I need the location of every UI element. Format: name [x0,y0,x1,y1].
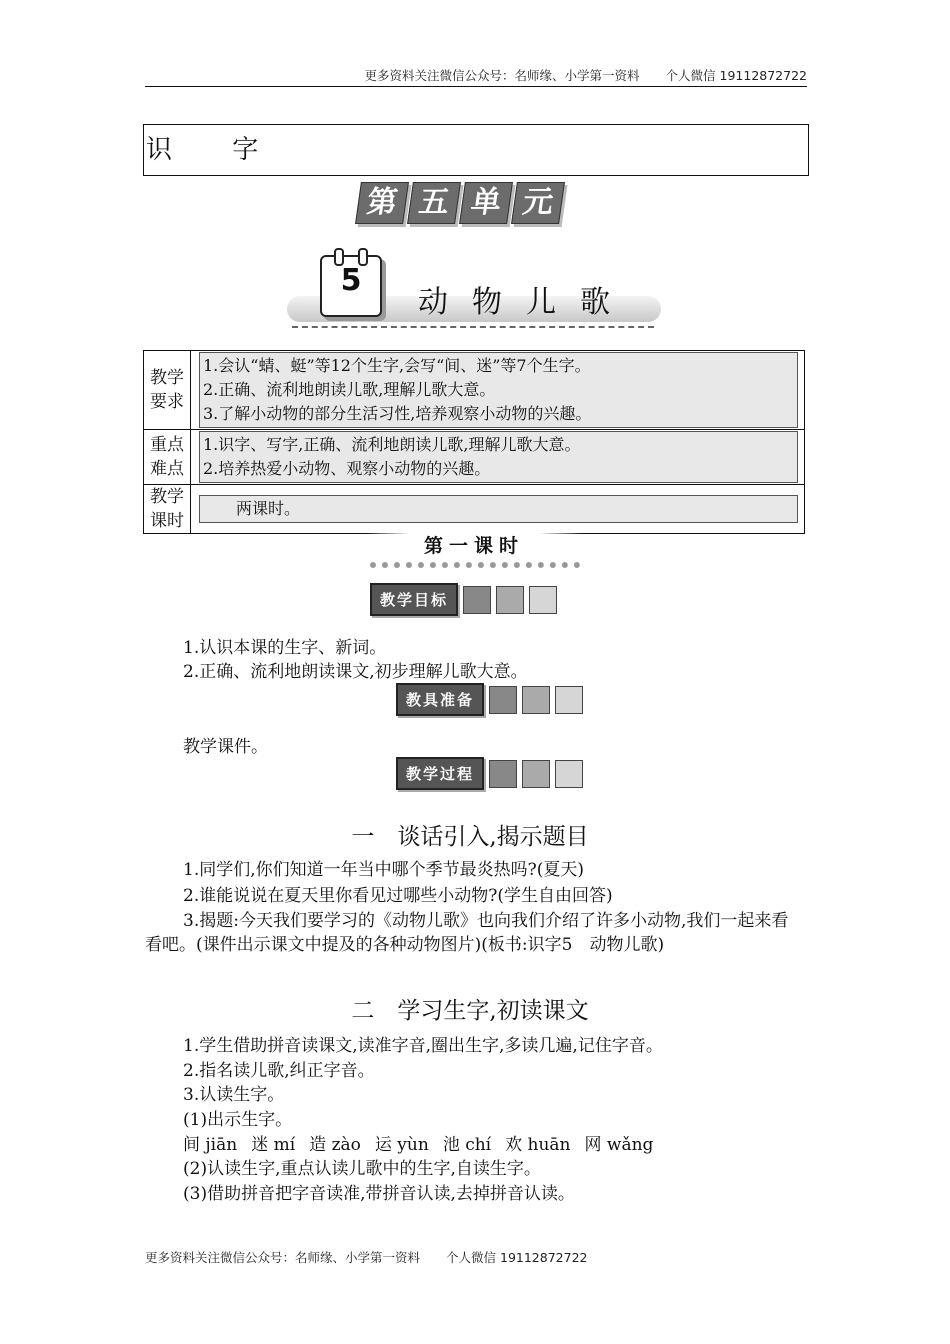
row-content [191,485,805,534]
list-item: 2.培养热爱小动物、观察小动物的兴趣。 [203,459,491,478]
calendar-icon [320,255,382,317]
pinyin-item: 迷 mí [251,1135,296,1155]
pinyin-list [183,1133,667,1157]
unit-char: 五 [407,182,461,224]
period-divider [370,562,580,568]
square-icon [489,760,517,788]
square-icon [489,686,517,714]
list-item: 1.识字、写字,正确、流利地朗读儿歌,理解儿歌大意。 [203,435,581,454]
header-wechat: 个人微信 19112872722 [665,68,807,83]
square-icon [555,686,583,714]
page-footer [145,1248,587,1266]
part2-item: 2.指名读儿歌,纠正字音。 [183,1061,375,1081]
square-icon [522,760,550,788]
square-icon [522,686,550,714]
prep-text: 教学课件。 [183,737,268,757]
goal-tag [370,583,557,616]
row-label: 重点难点 [144,430,191,485]
square-icon [529,586,557,614]
pinyin-item: 网 wǎng [584,1135,654,1155]
row-label: 教学课时 [144,485,191,534]
unit-banner [358,182,566,224]
unit-char: 单 [459,182,513,224]
list-item: 1.会认“蜻、蜓”等12个生字,会写“间、迷”等7个生字。 [203,356,591,375]
header-source: 更多资料关注微信公众号：名师缘、小学第一资料 [364,68,640,83]
part2-title: 二 学习生字,初读课文 [351,998,589,1024]
prep-tag [396,683,583,716]
table-row [144,485,805,534]
part1-item: 3.揭题:今天我们要学习的《动物儿歌》也向我们介绍了许多小动物,我们一起来看看吧。(课件出示课文中提及的各种动物图片)(板书:识字5 动物儿歌) [145,911,789,955]
pinyin-item: 造 zào [309,1135,361,1155]
part2-item: 1.学生借助拼音读课文,读准字音,圈出生字,多读几遍,记住字音。 [183,1036,663,1056]
lesson-title: 动物儿歌 [418,285,634,320]
part2-item: (1)出示生字。 [183,1110,293,1130]
footer-wechat: 个人微信 19112872722 [446,1250,588,1265]
square-icon [555,760,583,788]
row-content [191,430,805,485]
lesson-number: 5 [340,263,362,298]
table-row [144,430,805,485]
goal-1: 1.认识本课的生字、新词。 [183,638,387,658]
requirements-table [143,350,805,534]
goal-tag-label: 教学目标 [370,583,458,616]
square-icon [496,586,524,614]
section-title: 识 字 [143,124,809,176]
unit-char: 元 [511,182,565,224]
prep-tag-label: 教具准备 [396,683,484,716]
pinyin-item: 间 jiān [183,1135,238,1155]
list-item: 两课时。 [236,499,301,518]
part2-item: (2)认读生字,重点认读儿歌中的生字,自读生字。 [183,1159,541,1179]
unit-char: 第 [355,182,409,224]
list-item: 2.正确、流利地朗读儿歌,理解儿歌大意。 [203,380,496,399]
process-tag [396,757,583,790]
pinyin-item: 池 chí [442,1135,492,1155]
part2-item: 3.认读生字。 [183,1085,285,1105]
process-tag-label: 教学过程 [396,757,484,790]
part2-item: (3)借助拼音把字音读准,带拼音认读,去掉拼音认读。 [183,1184,575,1204]
table-row [144,351,805,430]
row-content [191,351,805,430]
period-title: 第一课时 [366,532,582,560]
part1-item: 2.谁能说说在夏天里你看见过哪些小动物?(学生自由回答) [183,886,613,906]
goal-2: 2.正确、流利地朗读课文,初步理解儿歌大意。 [183,662,528,682]
list-item: 3.了解小动物的部分生活习性,培养观察小动物的兴趣。 [203,404,592,423]
pinyin-item: 欢 huān [505,1135,571,1155]
footer-source: 更多资料关注微信公众号：名师缘、小学第一资料 [145,1250,421,1265]
part1-item: 1.同学们,你们知道一年当中哪个季节最炎热吗?(夏天) [183,860,585,880]
square-icon [463,586,491,614]
pinyin-item: 运 yùn [374,1135,429,1155]
row-label: 教学要求 [144,351,191,430]
page-header [145,66,807,87]
lesson-divider [292,326,654,328]
part1-title: 一 谈话引入,揭示题目 [351,824,589,850]
